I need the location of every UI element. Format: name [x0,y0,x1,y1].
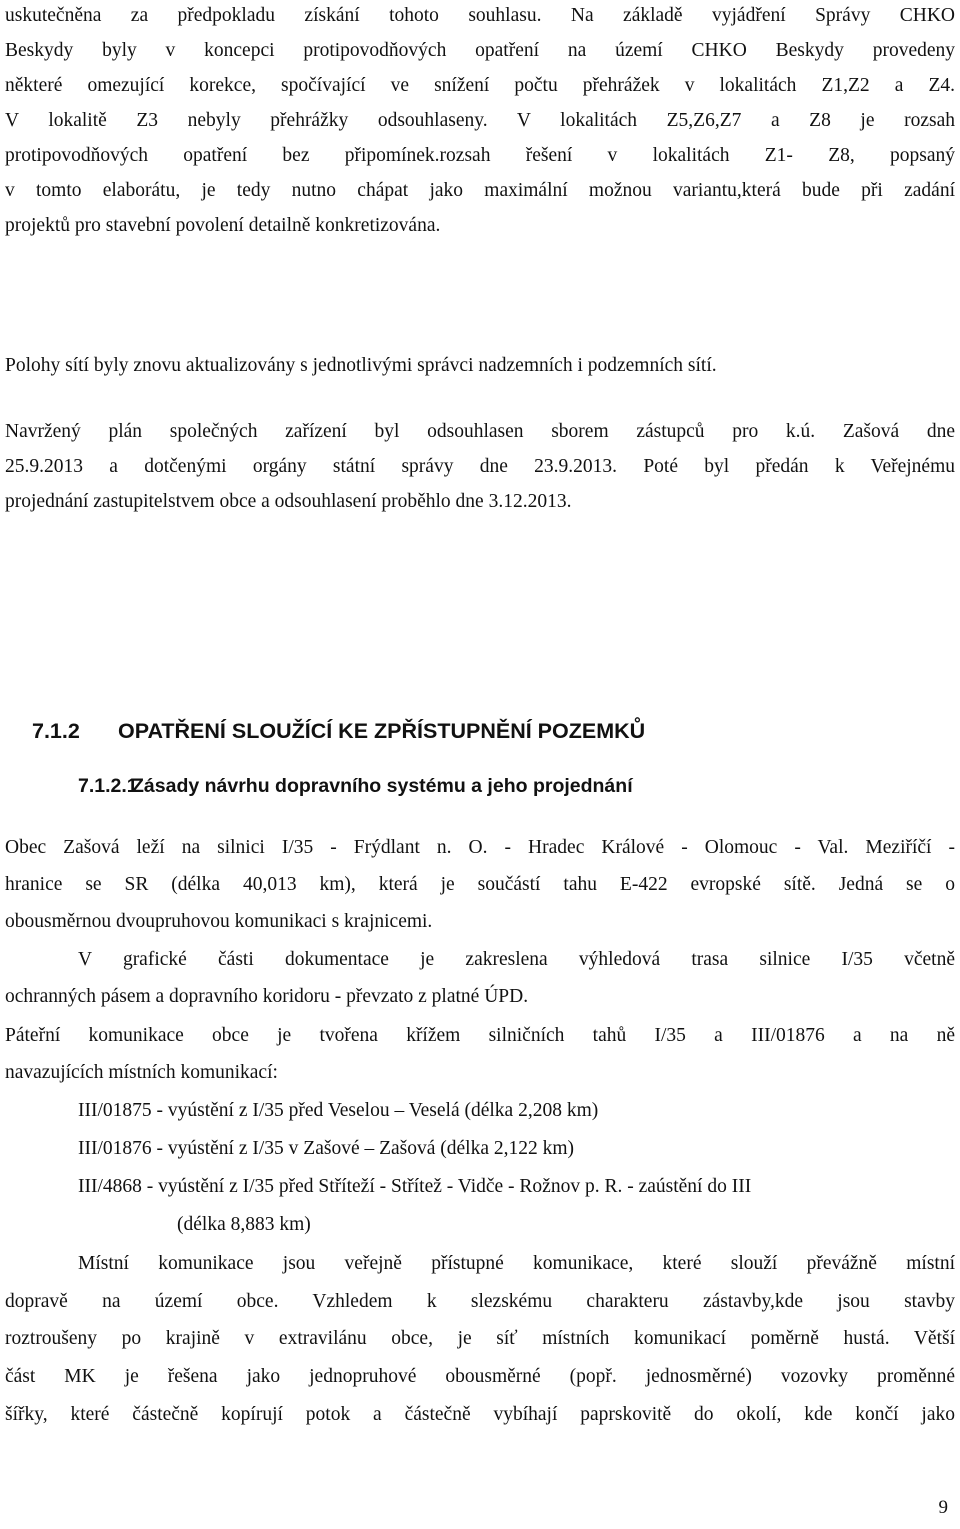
networks-paragraph: Polohy sítí byly znovu aktualizovány s jednotlivými správci nadzemních i podzemních sítí. [5,355,717,376]
section-heading [32,719,645,744]
local-line: dopravě na území obce. Vzhledem k slezskému charakteru zástavby,kde jsou stavby [5,1291,955,1312]
road-list-item-continuation: (délka 8,883 km) [177,1214,311,1235]
plan-line: Navržený plán společných zařízení byl odsouhlasen sborem zástupců pro k.ú. Zašová dne [5,421,955,442]
graphic-line: ochranných pásem a dopravního koridoru - převzato z platné ÚPD. [5,986,529,1007]
local-line: roztroušeny po krajině v extravilánu obce, je síť místních komunikací poměrně hustá. Větší [5,1328,955,1349]
subsection-heading [78,775,633,798]
section-title: OPATŘENÍ SLOUŽÍCÍ KE ZPŘÍSTUPNĚNÍ POZEMKŮ [118,719,646,743]
local-line: část MK je řešena jako jednopruhové obousměrné (popř. jednosměrné) vozovky proměnné [5,1366,955,1387]
page-number: 9 [938,1497,948,1518]
intro-line: Beskydy byly v koncepci protipovodňových opatření na území CHKO Beskydy provedeny [5,40,955,61]
subsection-number: 7.1.2.1 [78,775,138,797]
road-line: Obec Zašová leží na silnici I/35 - Frýdlant n. O. - Hradec Králové - Olomouc - Val. Meziříčí - [5,837,955,858]
road-list-item: III/01875 - vyústění z I/35 před Veselou – Veselá (délka 2,208 km) [78,1100,599,1121]
backbone-line: navazujících místních komunikací: [5,1062,278,1083]
intro-line: projektů pro stavební povolení detailně konkretizována. [5,215,441,236]
road-line: obousměrnou dvoupruhovou komunikaci s krajnicemi. [5,911,433,932]
graphic-line: V grafické části dokumentace je zakreslena výhledová trasa silnice I/35 včetně [78,949,955,970]
section-number: 7.1.2 [32,719,80,743]
backbone-line: Páteřní komunikace obce je tvořena křížem silničních tahů I/35 a III/01876 a na ně [5,1025,955,1046]
road-line: hranice se SR (délka 40,013 km), která je součástí tahu E-422 evropské sítě. Jedná se o [5,874,955,895]
intro-line: protipovodňových opatření bez připomínek.rozsah řešení v lokalitách Z1- Z8, popsaný [5,145,955,166]
subsection-title: Zásady návrhu dopravního systému a jeho projednání [132,775,633,797]
road-list-item: III/4868 - vyústění z I/35 před Stříteží - Střítež - Vidče - Rožnov p. R. - zaústění do III [78,1176,752,1197]
intro-line: uskutečněna za předpokladu získání tohoto souhlasu. Na základě vyjádření Správy CHKO [5,5,955,26]
intro-line: v tomto elaborátu, je tedy nutno chápat jako maximální možnou variantu,která bude při zadání [5,180,955,201]
intro-line: V lokalitě Z3 nebyly přehrážky odsouhlaseny. V lokalitách Z5,Z6,Z7 a Z8 je rozsah [5,110,955,131]
plan-line: projednání zastupitelstvem obce a odsouhlasení proběhlo dne 3.12.2013. [5,491,572,512]
road-list-item: III/01876 - vyústění z I/35 v Zašové – Zašová (délka 2,122 km) [78,1138,575,1159]
local-line: šířky, které částečně kopírují potok a částečně vybíhají paprskovitě do okolí, kde končí jako [5,1404,955,1425]
plan-line: 25.9.2013 a dotčenými orgány státní správy dne 23.9.2013. Poté byl předán k Veřejnému [5,456,955,477]
intro-line: některé omezující korekce, spočívající ve snížení počtu přehrážek v lokalitách Z1,Z2 a Z4. [5,75,955,96]
local-line: Místní komunikace jsou veřejně přístupné komunikace, které slouží převážně místní [78,1253,955,1274]
